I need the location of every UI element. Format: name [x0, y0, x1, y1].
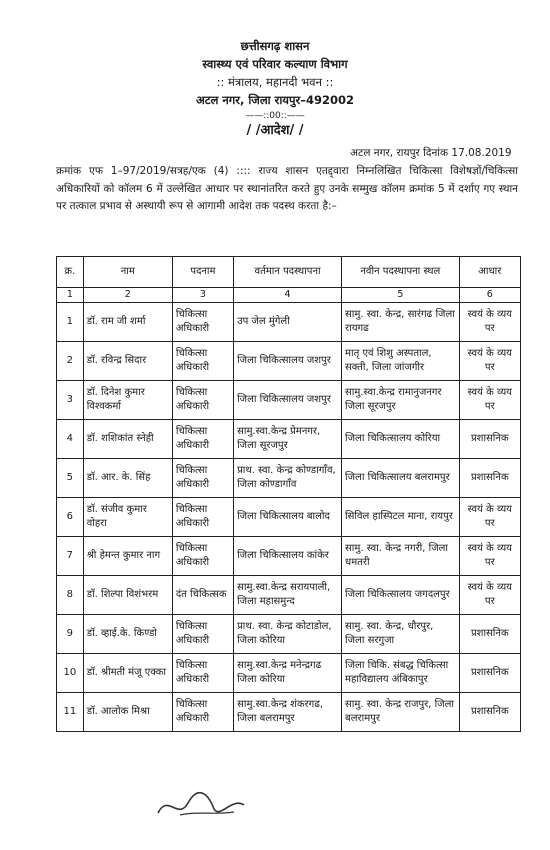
new-posting-cell: जिला चिकित्सालय बलरामपुर [342, 459, 460, 498]
basis-cell: स्वयं के व्यय पर [459, 576, 520, 615]
table-row [57, 303, 521, 342]
new-posting-cell: मातृ एवं शिशु अस्पताल, सक्ती, जिला जांजगीर [342, 342, 460, 381]
sn-cell: 8 [57, 576, 84, 615]
col-number: 1 [57, 288, 84, 303]
sn-cell: 10 [57, 654, 84, 693]
designation-cell: चिकित्सा अधिकारी [172, 342, 233, 381]
col-header-current-posting: वर्तमान पदस्थापना [234, 257, 342, 288]
col-number: 3 [172, 288, 233, 303]
column-number-row [57, 288, 521, 303]
col-header-basis: आधार [459, 257, 520, 288]
name-cell: डॉ. रविन्द्र सिदार [83, 342, 172, 381]
designation-cell: चिकित्सा अधिकारी [172, 615, 233, 654]
date-line: अटल नगर, रायपुर दिनांक 17.08.2019 [350, 147, 512, 159]
new-posting-cell: जिला चिकित्सालय कोरिया [342, 420, 460, 459]
transfer-table [56, 256, 521, 732]
new-posting-cell: सामु. स्वा. केन्द्र, सारंगढ जिला रायगढ [342, 303, 460, 342]
office-name: :: मंत्रालय, महानदी भवन :: [216, 75, 334, 89]
col-number: 5 [342, 288, 460, 303]
basis-cell: प्रशासनिक [459, 420, 520, 459]
office-address: अटल नगर, जिला रायपुर–492002 [196, 93, 354, 107]
col-header-name: नाम [83, 257, 172, 288]
col-number: 2 [83, 288, 172, 303]
table-row [57, 537, 521, 576]
basis-cell: स्वयं के व्यय पर [459, 537, 520, 576]
current-posting-cell: सामु.स्वा.केन्द्र प्रेमनगर, जिला सूरजपुर [234, 420, 342, 459]
name-cell: डॉ. शिल्पा विशंभरम [83, 576, 172, 615]
col-header-sn: क्र. [57, 257, 84, 288]
table-row [57, 576, 521, 615]
new-posting-cell: जिला चिकित्सालय जगदलपुर [342, 576, 460, 615]
table-row [57, 381, 521, 420]
basis-cell: स्वयं के व्यय पर [459, 498, 520, 537]
sn-cell: 7 [57, 537, 84, 576]
name-cell: डॉ. शशिकांत स्नेही [83, 420, 172, 459]
current-posting-cell: जिला चिकित्सालय जशपुर [234, 342, 342, 381]
table-row [57, 498, 521, 537]
current-posting-cell: सामु.स्वा.केन्द्र सरायपाली, जिला महासमुन्द [234, 576, 342, 615]
current-posting-cell: सामु.स्वा.केन्द्र शंकरगढ, जिला बलरामपुर [234, 693, 342, 732]
govt-name: छत्तीसगढ़ शासन [240, 39, 310, 53]
col-number: 4 [234, 288, 342, 303]
col-number: 6 [459, 288, 520, 303]
designation-cell: चिकित्सा अधिकारी [172, 303, 233, 342]
table-row [57, 615, 521, 654]
designation-cell: दंत चिकित्सक [172, 576, 233, 615]
current-posting-cell: सामु.स्वा.केन्द्र मनेन्द्रगढ जिला कोरिया [234, 654, 342, 693]
table-header-row [57, 257, 521, 288]
name-cell: डॉ. व्हाई.के. किण्डो [83, 615, 172, 654]
new-posting-cell: सामु. स्वा. केन्द्र, धौरपुर, जिला सरगुजा [342, 615, 460, 654]
new-posting-cell: सामु. स्वा. केन्द्र राजपुर, जिला बलरामपुर [342, 693, 460, 732]
sn-cell: 1 [57, 303, 84, 342]
sn-cell: 11 [57, 693, 84, 732]
current-posting-cell: जिला चिकित्सालय जशपुर [234, 381, 342, 420]
current-posting-cell: प्राथ. स्वा. केन्द्र कोण्डागाँव, जिला कोण्डागाँव [234, 459, 342, 498]
name-cell: डॉ. दिनेश कुमार विश्वकर्मा [83, 381, 172, 420]
table-row [57, 420, 521, 459]
department-name: स्वास्थ्य एवं परिवार कल्याण विभाग [202, 57, 348, 71]
name-cell: डॉ. आर. के. सिंह [83, 459, 172, 498]
basis-cell: प्रशासनिक [459, 615, 520, 654]
header-separator: ——::00::—— [245, 111, 305, 121]
name-cell: डॉ. संजीव कुमार वोहरा [83, 498, 172, 537]
sn-cell: 5 [57, 459, 84, 498]
name-cell: डॉ. राम जी शर्मा [83, 303, 172, 342]
page-title: / /आदेश/ / [246, 123, 304, 138]
sn-cell: 4 [57, 420, 84, 459]
designation-cell: चिकित्सा अधिकारी [172, 654, 233, 693]
current-posting-cell: उप जेल मुंगेली [234, 303, 342, 342]
col-header-designation: पदनाम [172, 257, 233, 288]
basis-cell: प्रशासनिक [459, 654, 520, 693]
sn-cell: 6 [57, 498, 84, 537]
basis-cell: प्रशासनिक [459, 693, 520, 732]
current-posting-cell: जिला चिकित्सालय बालोद [234, 498, 342, 537]
designation-cell: चिकित्सा अधिकारी [172, 459, 233, 498]
name-cell: श्री हेमन्त कुमार नाग [83, 537, 172, 576]
designation-cell: चिकित्सा अधिकारी [172, 381, 233, 420]
table-row [57, 459, 521, 498]
name-cell: डॉ. श्रीमती मंजू एक्का [83, 654, 172, 693]
table-row [57, 693, 521, 732]
basis-cell: प्रशासनिक [459, 459, 520, 498]
name-cell: डॉ. आलोक मिश्रा [83, 693, 172, 732]
table-row [57, 654, 521, 693]
new-posting-cell: सिविल हास्पिटल माना, रायपुर [342, 498, 460, 537]
signature-mark [150, 785, 250, 825]
order-paragraph: क्रमांक एफ 1–97/2019/सत्रह/एक (4) :::: राज्य शासन एतद्द्वारा निम्नलिखित चिकित्सा विशेषज्ञों/चिकित्सा अधिकारियों को कॉलम 6 में उल्लेखित आधार पर स्थानांतरित करते हुए उनके सम्मुख कॉलम क्रमांक 5 में दर्शाए गए स्थान पर तत्काल प्रभाव से अस्थायी रूप से आगामी आदेश तक पदस्थ करता है:– [56, 165, 518, 212]
new-posting-cell: सामु.स्वा.केन्द्र रामानुजनगर जिला सूरजपुर [342, 381, 460, 420]
current-posting-cell: जिला चिकित्सालय कांकेर [234, 537, 342, 576]
designation-cell: चिकित्सा अधिकारी [172, 420, 233, 459]
designation-cell: चिकित्सा अधिकारी [172, 498, 233, 537]
sn-cell: 3 [57, 381, 84, 420]
sn-cell: 2 [57, 342, 84, 381]
basis-cell: स्वयं के व्यय पर [459, 381, 520, 420]
new-posting-cell: सामु. स्वा. केन्द्र नगरी, जिला धमतरी [342, 537, 460, 576]
basis-cell: स्वयं के व्यय पर [459, 342, 520, 381]
new-posting-cell: जिला चिकि. संबद्ध चिकित्सा महाविद्यालय अंबिकापुर [342, 654, 460, 693]
sn-cell: 9 [57, 615, 84, 654]
basis-cell: स्वयं के व्यय पर [459, 303, 520, 342]
col-header-new-posting: नवीन पदस्थापना स्थल [342, 257, 460, 288]
designation-cell: चिकित्सा अधिकारी [172, 693, 233, 732]
current-posting-cell: प्राथ. स्वा. केन्द्र कोटाडोल, जिला कोरिया [234, 615, 342, 654]
table-row [57, 342, 521, 381]
designation-cell: चिकित्सा अधिकारी [172, 537, 233, 576]
